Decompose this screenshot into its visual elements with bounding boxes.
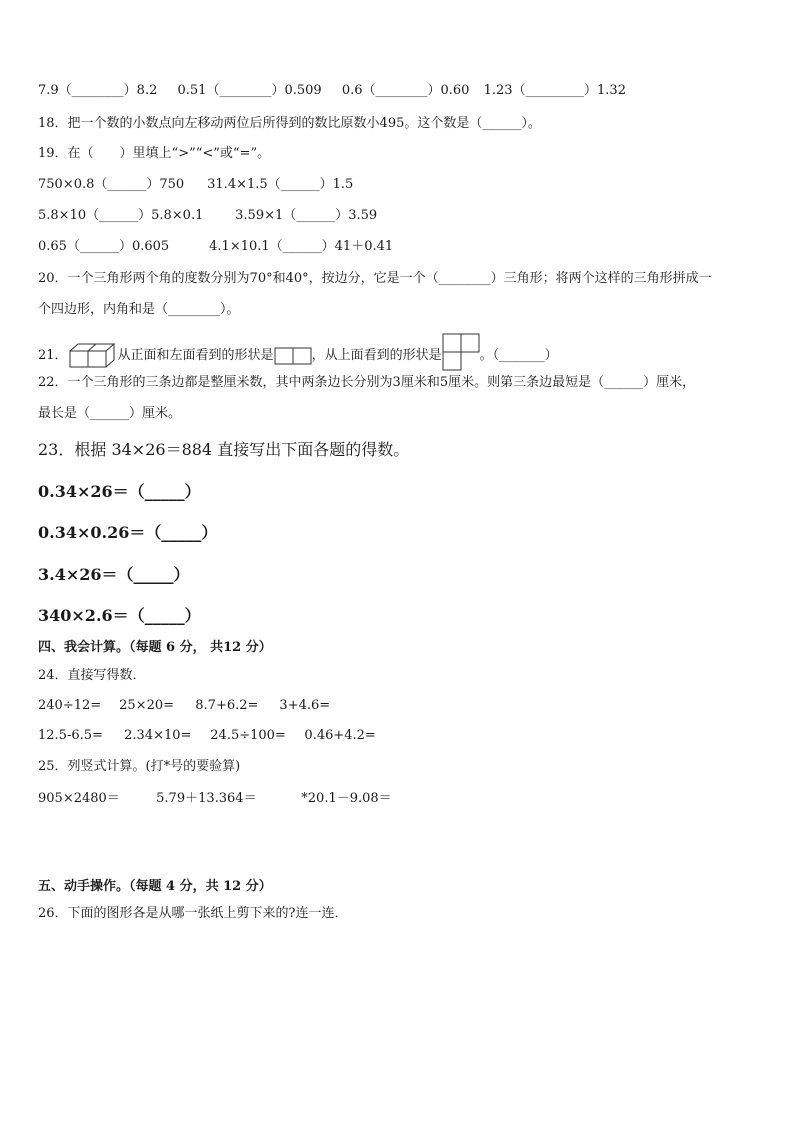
- q19-item[interactable]: 0.65（______）0.605: [38, 239, 170, 254]
- q19-row: [38, 207, 377, 225]
- q23-item[interactable]: 0.34×26＝（_____）: [38, 482, 201, 501]
- q25-title: 25．列竖式计算。(打*号的要验算): [38, 759, 241, 774]
- section-5-title: 五、动手操作。（每题 4 分，共 12 分）: [38, 879, 272, 894]
- q22-line1: 22．一个三角形的三条边都是整厘米数，其中两条边长分别为3厘米和5厘米。则第三条边最短是（______）厘米，: [38, 375, 696, 390]
- section-4-title: 四、我会计算。（每题 6 分， 共12 分）: [38, 640, 272, 655]
- q17-item[interactable]: 7.9（________）8.2: [38, 83, 158, 98]
- q21-text-top: ，从上面看到的形状是: [311, 348, 442, 363]
- q19-item[interactable]: 31.4×1.5（______）1.5: [207, 177, 354, 192]
- q24-item[interactable]: 12.5-6.5=: [38, 728, 103, 743]
- q23-item[interactable]: 340×2.6＝（_____）: [38, 606, 201, 625]
- q20-line1: 20．一个三角形两个角的度数分别为70°和40°，按边分，它是一个（________）三角形；将两个这样的三角形拼成一: [38, 271, 712, 286]
- q19-item[interactable]: 5.8×10（______）5.8×0.1: [38, 208, 204, 223]
- q17-row: [38, 82, 626, 100]
- q18-text: 18．把一个数的小数点向左移动两位后所得到的数比原数小495。这个数是（______）。: [38, 116, 541, 131]
- q24-item[interactable]: 240÷12=: [38, 698, 102, 713]
- q17-item[interactable]: 0.51（________）0.509: [177, 83, 322, 98]
- cube-stack-figure: [68, 343, 118, 369]
- q25-item[interactable]: *20.1－9.08＝: [301, 791, 392, 806]
- q21-answer[interactable]: 。（_______）: [479, 348, 558, 363]
- q20-line2: 个四边形，内角和是（________）。: [38, 302, 240, 317]
- q23-title: 23．根据 34×26＝884 直接写出下面各题的得数。: [38, 440, 410, 459]
- q23-item[interactable]: 3.4×26＝（_____）: [38, 565, 190, 584]
- q19-row: [38, 238, 393, 256]
- q19-row: [38, 176, 353, 194]
- q25-item[interactable]: 5.79＋13.364＝: [156, 791, 257, 806]
- q24-item[interactable]: 25×20=: [119, 698, 175, 713]
- q21-text-front-left: 从正面和左面看到的形状是: [117, 348, 274, 363]
- q21-number: 21．: [38, 348, 68, 363]
- q19-title: 19．在（ ）里填上“>”“<”或“=”。: [38, 146, 271, 161]
- q24-item[interactable]: 24.5÷100=: [210, 728, 286, 743]
- q19-item[interactable]: 3.59×1（______）3.59: [235, 208, 378, 223]
- q24-item[interactable]: 8.7+6.2=: [195, 698, 259, 713]
- q22-line2: 最长是（______）厘米。: [38, 406, 182, 421]
- q17-item[interactable]: 1.23（_________）1.32: [483, 83, 626, 98]
- q19-item[interactable]: 4.1×10.1（______）41＋0.41: [209, 239, 394, 254]
- q23-item[interactable]: 0.34×0.26＝（_____）: [38, 523, 218, 542]
- q24-title: 24．直接写得数．: [38, 668, 146, 683]
- front-view-figure: [274, 346, 312, 366]
- q24-item[interactable]: 3+4.6=: [279, 698, 331, 713]
- q24-item[interactable]: 0.46+4.2=: [304, 728, 376, 743]
- q17-item[interactable]: 0.6（________）0.60: [341, 83, 470, 98]
- q25-row: [38, 790, 392, 808]
- q26-text: 26．下面的图形各是从哪一张纸上剪下来的?连一连．: [38, 906, 348, 921]
- q19-item[interactable]: 750×0.8（______）750: [38, 177, 185, 192]
- q24-row: [38, 727, 376, 745]
- q25-item[interactable]: 905×2480＝: [38, 791, 120, 806]
- q24-row: [38, 697, 330, 715]
- q24-item[interactable]: 2.34×10=: [124, 728, 192, 743]
- q21-row: [38, 333, 558, 371]
- top-view-figure: [442, 333, 480, 371]
